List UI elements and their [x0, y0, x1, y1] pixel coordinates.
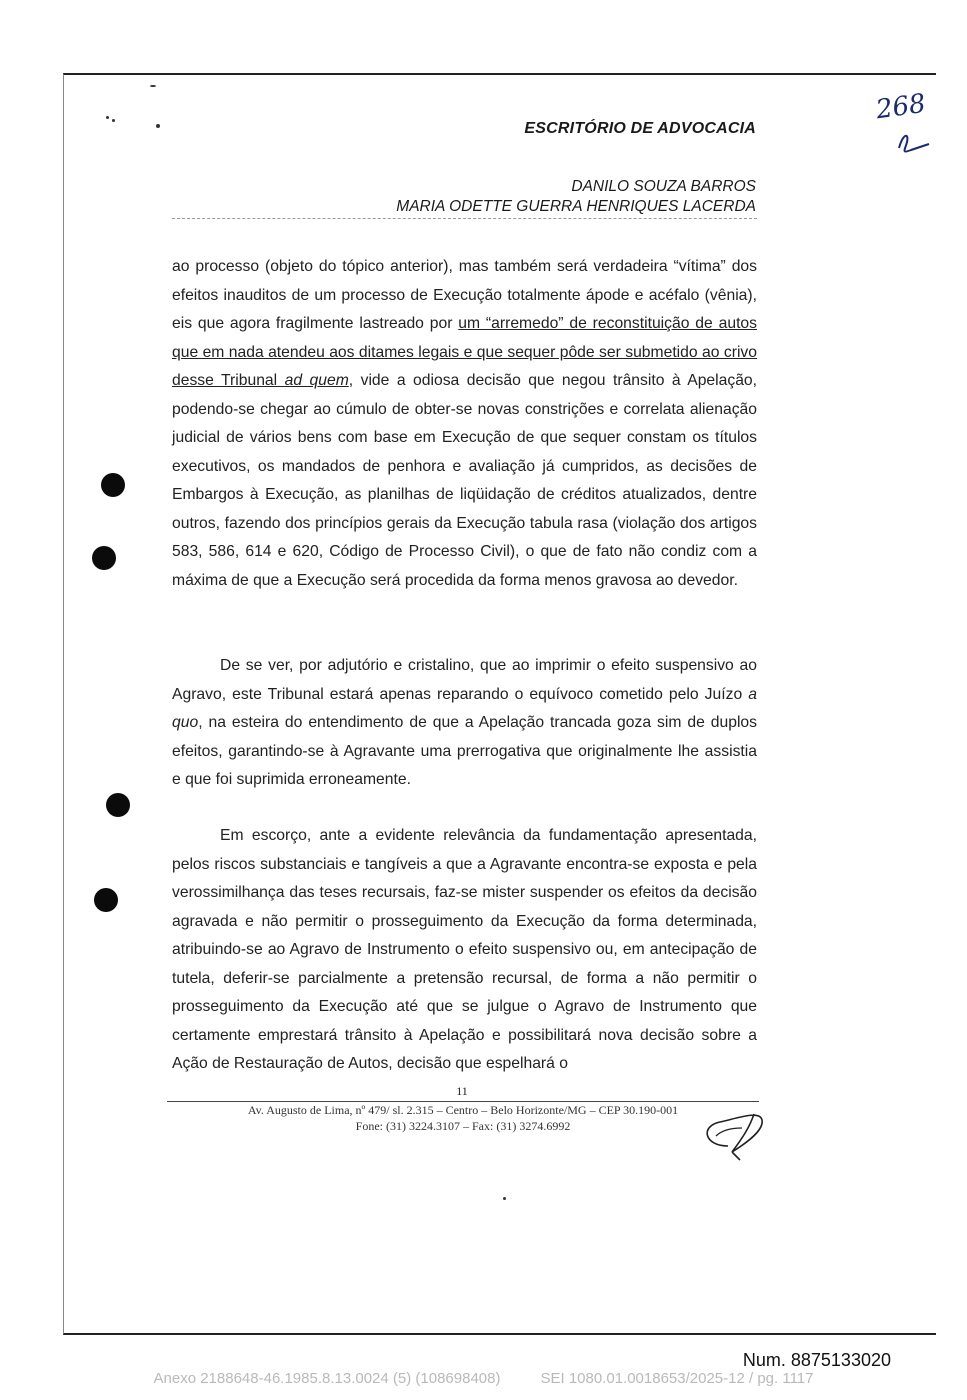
firm-name: ESCRITÓRIO DE ADVOCACIA [524, 120, 756, 137]
scan-speck [503, 1197, 506, 1200]
annex-reference: Anexo 2188648-46.1985.8.13.0024 (5) (108698408) [153, 1370, 501, 1387]
punch-hole [106, 793, 130, 817]
p2-text-a: De se ver, por adjutório e cristalino, que ao imprimir o efeito suspensivo ao Agravo, este Tribunal estará apenas reparando o equívoco cometido pelo Juízo [172, 657, 757, 703]
punch-hole [101, 473, 125, 497]
annex-stamp [0, 1370, 967, 1387]
signature-initials-icon [698, 1106, 770, 1164]
scan-speck [156, 124, 160, 128]
lawyer-name-2: MARIA ODETTE GUERRA HENRIQUES LACERDA [396, 198, 756, 215]
footer-rule [167, 1101, 759, 1102]
lawyer-name-1: DANILO SOUZA BARROS [571, 178, 756, 195]
p1-text-a: ao processo (objeto do tópico anterior), mas também será verdadeira “vítima” dos efeitos inauditos de um processo de Execução totalmente ápode e acéfalo (vênia), eis que agora fragilmente lastreado por [172, 258, 757, 332]
punch-hole [92, 546, 116, 570]
p2-italic: a quo [172, 685, 757, 731]
scan-speck [112, 119, 115, 122]
paragraph-3: Em escorço, ante a evidente relevância da fundamentação apresentada, pelos riscos substanciais e tangíveis a que a Agravante encontra-se exposta e pela verossimilhança das teses recursais, faz-se mister suspender os efeitos da decisão agravada e não permitir o prosseguimento da Execução da forma determinada, atribuindo-se ao Agravo de Instrumento o efeito suspensivo ou, em antecipação de tutela, deferir-se parcialmente a pretensão recursal, de forma a não permitir o prosseguimento da Execução até que se julgue o Agravo de Instrumento que certamente emprestará trânsito à Apelação e possibilitará nova decisão sobre a Ação de Restauração de Autos, decisão que espelhará o [172, 827, 757, 1072]
header-rule [172, 218, 757, 219]
p1-underlined-italic: ad quem [284, 372, 349, 389]
scan-speck [150, 85, 156, 87]
page-number: 11 [456, 1084, 468, 1098]
sei-reference: SEI 1080.01.0018653/2025-12 / pg. 1117 [540, 1370, 814, 1387]
document-number-stamp: Num. 8875133020 [742, 1350, 891, 1370]
handwritten-page-number: 268 [874, 88, 928, 126]
p1-underlined: um “arremedo” de reconstituição de autos que em nada atendeu aos ditames legais e que sequer pôde ser submetido ao crivo desse Tribunal [172, 315, 757, 389]
handwritten-initial-icon [893, 128, 933, 158]
footer-phone: Fone: (31) 3224.3107 – Fax: (31) 3274.6992 [355, 1119, 571, 1133]
scan-speck [106, 116, 109, 119]
paragraph-2 [172, 652, 757, 795]
punch-hole [94, 888, 118, 912]
footer-address: Av. Augusto de Lima, nº 479/ sl. 2.315 – Centro – Belo Horizonte/MG – CEP 30.190-001 [247, 1103, 679, 1117]
p1-text-b: , vide a odiosa decisão que negou trânsito à Apelação, podendo-se chegar ao cúmulo de obter-se novas constrições e correlata alienação judicial de vários bens com base em Execução de que sequer constam os títulos executivos, os mandados de penhora e avaliação já cumpridos, as decisões de Embargos à Execução, as planilhas de liqüidação de créditos atualizados, dentre outros, fazendo dos princípios gerais da Execução tabula rasa (violação dos artigos 583, 586, 614 e 620, Código de Processo Civil), o que de fato não condiz com a máxima de que a Execução será procedida da forma menos gravosa ao devedor. [172, 372, 758, 589]
paragraph-1 [172, 253, 757, 595]
p2-text-b: , na esteira do entendimento de que a Apelação trancada goza sim de duplos efeitos, garantindo-se à Agravante uma prerrogativa que originalmente lhe assistia e que foi suprimida erroneamente. [172, 714, 757, 788]
